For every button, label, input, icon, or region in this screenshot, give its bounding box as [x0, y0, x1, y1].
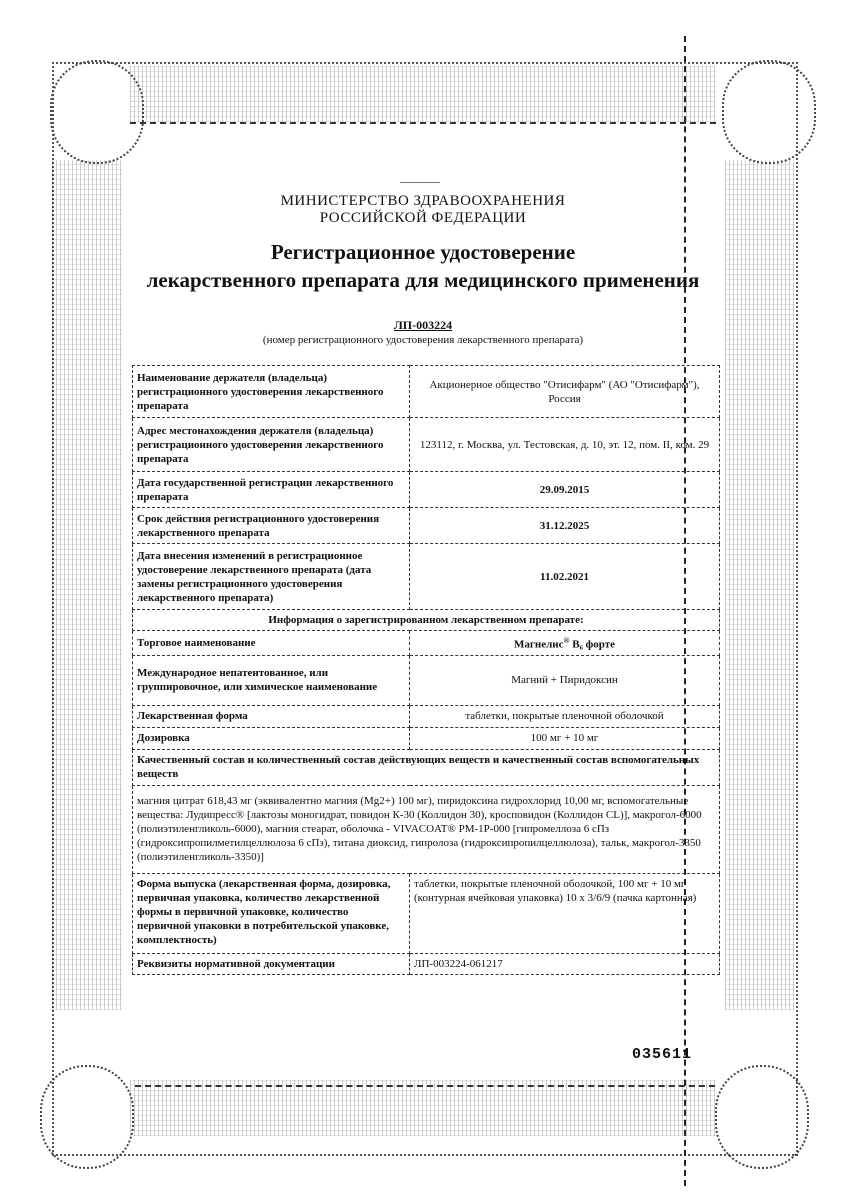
border-band-left	[52, 160, 122, 1010]
table-row	[133, 472, 720, 508]
dosage-value: 100 мг + 10 мг	[410, 727, 720, 749]
trade-name-main: Магнелис	[514, 638, 564, 651]
title-line-1: Регистрационное удостоверение	[270, 240, 576, 264]
holder-name-value: Акционерное общество "Отисифарм" (АО "Отисифарм"), Россия	[410, 366, 720, 418]
table-row	[133, 873, 720, 953]
state-emblem-icon	[400, 160, 440, 183]
serial-number: 035611	[632, 1046, 693, 1063]
table-row	[133, 418, 720, 472]
border-band-top	[130, 66, 716, 122]
table-row	[133, 785, 720, 873]
row-label: Форма выпуска (лекарственная форма, дозировка, первичная упаковка, количество лекарственной формы в первичной упаковке, количество первичной упаковки в потребительской упаковке, комплектность)	[133, 873, 410, 953]
holder-address-value: 123112, г. Москва, ул. Тестовская, д. 10, эт. 12, пом. II, ком. 29	[410, 418, 720, 472]
composition-label: Качественный состав и количественный состав действующих веществ и качественный состав вспомогательных веществ	[133, 749, 720, 785]
border-band-bottom	[130, 1080, 716, 1136]
row-label: Адрес местонахождения держателя (владельца) регистрационного удостоверения лекарственного препарата	[133, 418, 410, 472]
drug-section-title: Информация о зарегистрированном лекарственном препарате:	[133, 610, 720, 631]
registered-mark: ®	[563, 636, 570, 645]
corner-ornament-icon	[715, 1065, 809, 1169]
dosage-form-value: таблетки, покрытые пленочной оболочкой	[410, 705, 720, 727]
corner-ornament-icon	[722, 60, 816, 164]
table-row	[133, 655, 720, 705]
normative-doc-value: ЛП-003224-061217	[410, 953, 720, 974]
table-row	[133, 610, 720, 631]
table-row	[133, 727, 720, 749]
table-row	[133, 544, 720, 610]
table-row	[133, 631, 720, 656]
row-label: Реквизиты нормативной документации	[133, 953, 410, 974]
table-row	[133, 366, 720, 418]
registration-number-caption: (номер регистрационного удостоверения лекарственного препарата)	[262, 334, 584, 346]
change-date-value: 11.02.2021	[410, 544, 720, 610]
ministry-line-2: РОССИЙСКОЙ ФЕДЕРАЦИИ	[319, 210, 527, 226]
registration-number: ЛП-003224	[393, 318, 453, 332]
row-label: Срок действия регистрационного удостоверения лекарственного препарата	[133, 508, 410, 544]
row-label: Дата внесения изменений в регистрационное удостоверение лекарственного препарата (дата замены регистрационного удостоверения лекарственного препарата)	[133, 544, 410, 610]
certificate-table	[132, 365, 720, 975]
border-band-right	[725, 160, 795, 1010]
row-label: Международное непатентованное, или группировочное, или химическое наименование	[133, 655, 410, 705]
table-row	[133, 953, 720, 974]
ministry-name	[200, 193, 646, 227]
inn-value: Магний + Пиридоксин	[410, 655, 720, 705]
row-label: Дата государственной регистрации лекарственного препарата	[133, 472, 410, 508]
row-label: Наименование держателя (владельца) регистрационного удостоверения лекарственного препарата	[133, 366, 410, 418]
title-line-2: лекарственного препарата для медицинского применения	[146, 268, 700, 292]
document-title	[120, 238, 726, 294]
composition-text: магния цитрат 618,43 мг (эквивалентно магния (Mg2+) 100 мг), пиридоксина гидрохлорид 10,00 мг, вспомогательные вещества: Лудипресс® [лактозы моногидрат, повидон К-30 (Коллидон 30), кросповидон (Коллидон CL)], макрогол-6000 (полиэтиленгликоль-6000), магния стеарат, оболочка - VIVACOAT® PM-1P-000 [гипромеллоза 6 сПз (гидроксипропилметилцеллюлоза 6 сПз), титана диоксид, гипролоза (гидроксипропилцеллюлоза), тальк, макрогол-3350 (полиэтиленгликоль-3350)]	[133, 785, 720, 873]
row-label: Торговое наименование	[133, 631, 410, 656]
table-row	[133, 705, 720, 727]
release-form-value: таблетки, покрытые пленочной оболочкой, 100 мг + 10 мг (контурная ячейковая упаковка) 10 x 3/6/9 (пачка картонная)	[410, 873, 720, 953]
corner-ornament-icon	[50, 60, 144, 164]
row-label: Дозировка	[133, 727, 410, 749]
border-inner-line-top	[130, 122, 716, 124]
trade-name-value	[410, 631, 720, 656]
registration-date-value: 29.09.2015	[410, 472, 720, 508]
border-inner-line-bottom	[135, 1085, 715, 1087]
ministry-line-1: МИНИСТЕРСТВО ЗДРАВООХРАНЕНИЯ	[280, 193, 566, 209]
table-row	[133, 508, 720, 544]
corner-ornament-icon	[40, 1065, 134, 1169]
trade-name-rest: B₆ форте	[569, 638, 615, 651]
validity-date-value: 31.12.2025	[410, 508, 720, 544]
table-row	[133, 749, 720, 785]
row-label: Лекарственная форма	[133, 705, 410, 727]
